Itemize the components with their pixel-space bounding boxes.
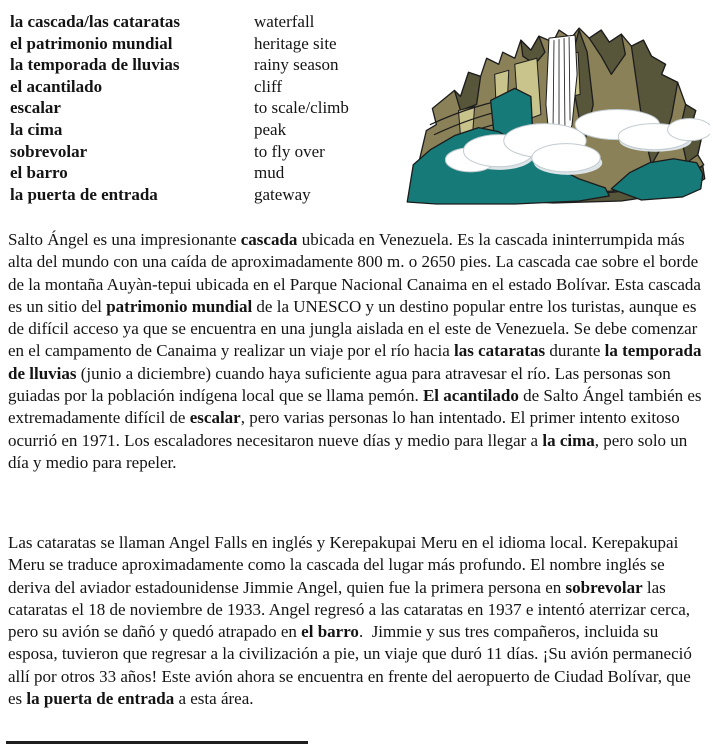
vocab-term-en: to fly over	[254, 141, 325, 161]
vocab-row	[10, 184, 349, 206]
paragraph-text: . Jimmie y sus tres compañeros, incluida su esposa, tuvieron que regresar a la civilización a pie, un viaje que duró 11 días. ¡Su avión permaneció allí por otros 33 años! Este avión ahora se encuentra en frente del aeropuerto de Ciudad Bolívar, que es	[8, 622, 697, 709]
vocab-term-en: rainy season	[254, 55, 339, 75]
paragraph-text: durante	[545, 341, 605, 361]
paragraph-text: de la UNESCO y un destino popular entre los turistas, aunque es de difícil acceso ya que se encuentra en una jungla aislada en el este de Venezuela. Se debe comenzar en el campamento de Canaima y realizar un viaje por el río hacia	[8, 296, 702, 361]
vocab-term-en: cliff	[254, 76, 283, 96]
paragraph-angel-falls-history	[8, 532, 707, 710]
vocab-row	[10, 76, 349, 98]
vocab-term-es: la cima	[10, 119, 63, 139]
inline-vocab-term: cascada	[240, 230, 298, 249]
paragraph-text: Salto Ángel es una impresionante	[8, 230, 241, 249]
vocab-term-en: waterfall	[254, 12, 315, 31]
inline-vocab-term: las cataratas	[454, 341, 546, 361]
tepui-waterfall-icon	[402, 12, 710, 205]
paragraph-salto-angel	[8, 229, 707, 474]
paragraph-text: ubicada en Venezuela. Es la cascada ininterrumpida más alta del mundo con una caída de aproximadamente 800 m. o 2650 pies. La cascada cae sobre el borde de la montaña Auyàn-tepui ubicada en el Parque Nacional Canaima en el estado Bolívar. Esta cascada es un sitio del	[8, 230, 706, 316]
inline-vocab-term: patrimonio mundial	[106, 296, 253, 316]
vocab-row	[10, 162, 349, 184]
inline-vocab-term: El acantilado	[422, 386, 519, 406]
vocab-row	[10, 119, 349, 141]
vocab-term-es: la cascada/las cataratas	[10, 12, 180, 31]
vocab-row	[10, 141, 349, 163]
paragraph-text: a esta área.	[174, 689, 254, 709]
vocab-term-es: sobrevolar	[10, 141, 88, 161]
vocab-term-es: el acantilado	[10, 76, 103, 96]
vocab-term-en: to scale/climb	[254, 98, 349, 118]
paragraph-text: (junio a diciembre) cuando haya suficiente agua para atravesar el río. Las personas son guiadas por la población indígena local que se llama pemón.	[8, 363, 676, 406]
vocab-term-en: peak	[254, 119, 287, 139]
paragraph-text: , pero solo un día y medio para repeler.	[8, 430, 692, 472]
angel-falls-tepui-illustration	[402, 12, 710, 205]
inline-vocab-term: la puerta de entrada	[26, 689, 175, 709]
paragraph-text: Las cataratas se llaman Angel Falls en inglés y Kerepakupai Meru en el idioma local. Kerepakupai Meru se traduce aproximadamente como la cascada del lugar más profundo. El nombre inglés se deriva del aviador estadounidense Jimmie Angel, quien fue la primera persona en	[8, 533, 683, 597]
inline-vocab-term: sobrevolar	[565, 577, 643, 597]
inline-vocab-term: el barro	[301, 622, 359, 642]
vocab-term-es: la puerta de entrada	[10, 184, 158, 204]
vocab-term-es: la temporada de lluvias	[10, 55, 180, 75]
vocab-list	[10, 11, 349, 205]
inline-vocab-term: la temporada de lluvias	[8, 341, 706, 383]
vocab-term-en: heritage site	[254, 33, 337, 53]
inline-vocab-term: la cima	[542, 430, 595, 450]
vocab-row	[10, 33, 349, 55]
vocab-row	[10, 54, 349, 76]
vocab-term-en: mud	[254, 163, 285, 183]
vocab-term-es: escalar	[10, 98, 61, 118]
vocab-term-es: el patrimonio mundial	[10, 33, 173, 53]
vocab-term-es: el barro	[10, 163, 68, 183]
vocab-row	[10, 11, 349, 33]
paragraph-text: las cataratas el 18 de noviembre de 1933. Angel regresó a las cataratas en 1937 e intentó aterrizar cerca, pero su avión se dañó y quedó atrapado en	[8, 577, 695, 642]
vocab-term-en: gateway	[254, 184, 311, 204]
paragraph-text: de Salto Ángel también es extremadamente difícil de	[8, 386, 706, 428]
paragraph-text: , pero varias personas lo han intentado. El primer intento exitoso ocurrió en 1971. Los escaladores necesitaron nueve días y medio para llegar a	[8, 408, 685, 450]
inline-vocab-term: escalar	[189, 408, 241, 428]
vocab-row	[10, 97, 349, 119]
